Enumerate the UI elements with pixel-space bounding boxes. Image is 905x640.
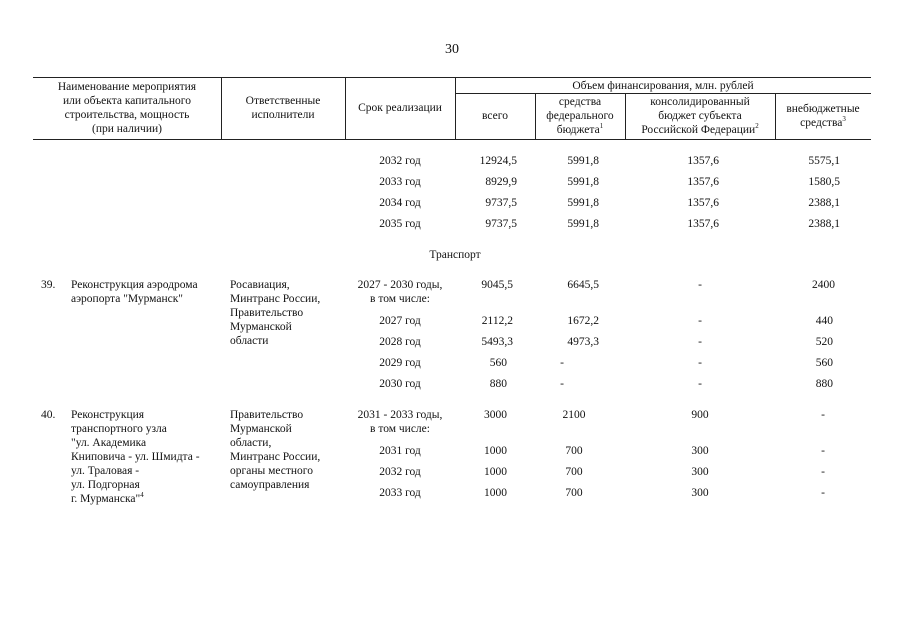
header-top-rule bbox=[33, 77, 871, 78]
header-regional-cell: консолидированный бюджет субъекта Российской Федерации$^2$ bbox=[641, 96, 759, 136]
page-number: 30 bbox=[445, 42, 459, 57]
header-bottom-rule bbox=[33, 139, 871, 140]
header-total-cell: всего bbox=[482, 110, 508, 122]
item-responsible: Росавиация, Минтранс России, Правительство Мурманской области bbox=[230, 279, 321, 347]
item-responsible: Правительство Мурманской области, Минтранс России, органы местного самоуправления bbox=[230, 409, 321, 491]
item-number: 40. bbox=[41, 409, 56, 421]
header-extrabudget-cell: внебюджетные средства$^3$ bbox=[786, 103, 860, 129]
item-name: Реконструкция аэродрома аэропорта "Мурманск" bbox=[71, 279, 198, 305]
header-responsible-cell: Ответственные исполнители bbox=[245, 95, 321, 121]
section-title: Транспорт bbox=[429, 249, 481, 261]
header-name-cell: Наименование мероприятия или объекта капитального строительства, мощность (при наличии) bbox=[57, 81, 197, 135]
header-federal-cell: средства федерального бюджета$^1$ bbox=[546, 96, 614, 136]
header-term-cell: Срок реализации bbox=[358, 102, 442, 114]
funding-subheader-rule bbox=[455, 93, 871, 94]
item-name: Реконструкция транспортного узла "ул. Академика Книповича - ул. Шмидта - ул. Траловая - ул. Подгорная г. Мурманска"$^4$ bbox=[71, 409, 200, 505]
header-funding-cell: Объем финансирования, млн. рублей bbox=[572, 80, 754, 92]
item-number: 39. bbox=[41, 279, 56, 291]
